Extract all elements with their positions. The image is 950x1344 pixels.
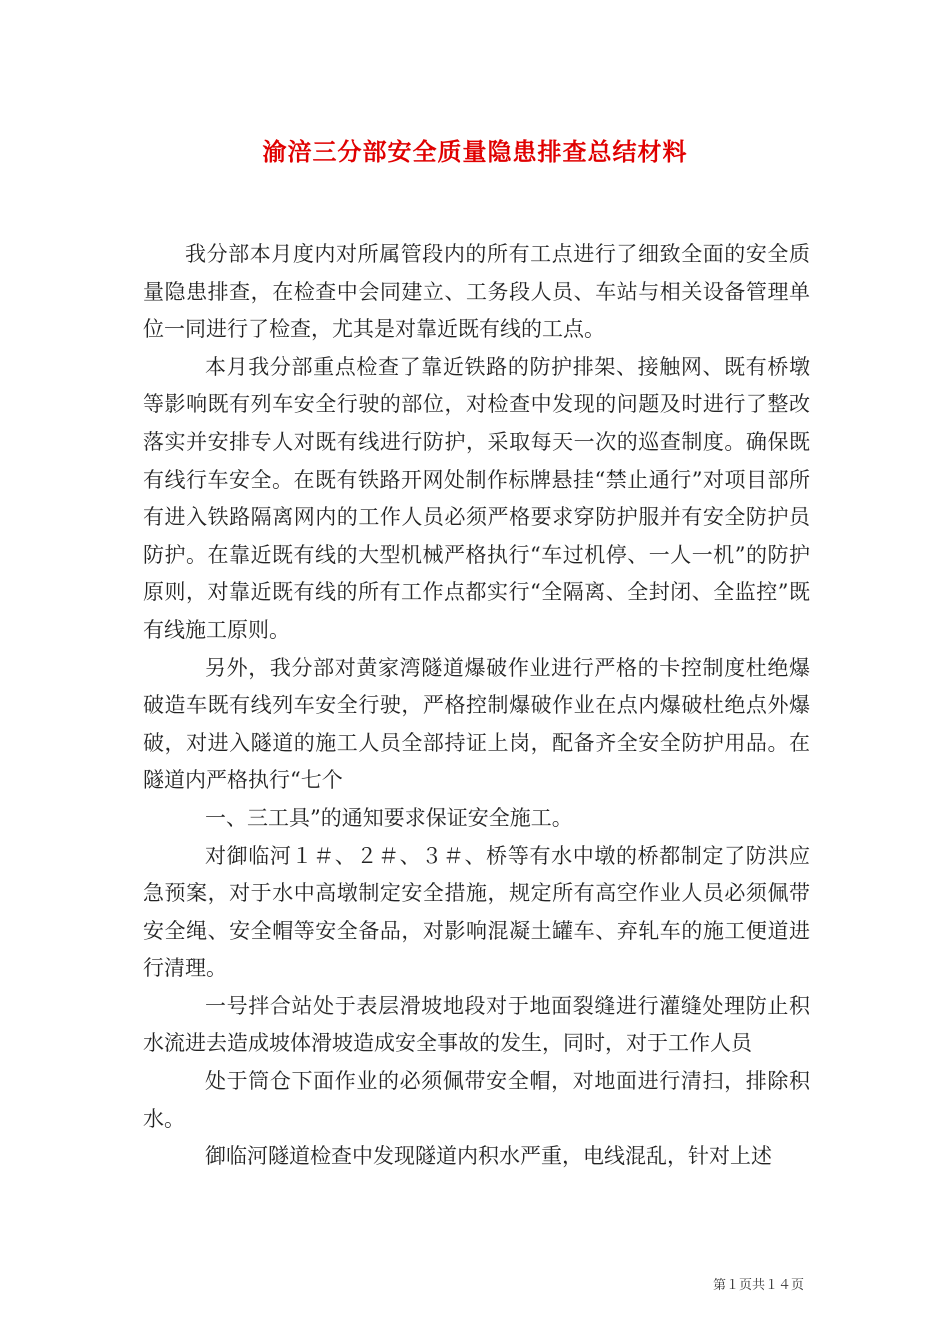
paragraph: 另外，我分部对黄家湾隧道爆破作业进行严格的卡控制度杜绝爆破造车既有线列车安全行驶，严格控制爆破作业在点内爆破杜绝点外爆破，对进入隧道的施工人员全部持证上岗，配备齐全安全防护用品。在隧道内严格执行“七个	[143, 655, 810, 793]
paragraph: 御临河隧道检查中发现隧道内积水严重，电线混乱，针对上述	[205, 1144, 772, 1169]
paragraph: 一、三工具”的通知要求保证安全施工。	[205, 805, 573, 830]
paragraph: 一号拌合站处于表层滑坡地段对于地面裂缝进行灌缝处理防止积水流进去造成坡体滑坡造成安全事故的发生，同时，对于工作人员	[143, 993, 810, 1056]
paragraph: 对御临河１＃、２＃、３＃、桥等有水中墩的桥都制定了防洪应急预案，对于水中高墩制定安全措施，规定所有高空作业人员必须佩带安全绳、安全帽等安全备品，对影响混凝土罐车、弃轧车的施工便道进行清理。	[143, 843, 810, 981]
paragraph: 本月我分部重点检查了靠近铁路的防护排架、接触网、既有桥墩等影响既有列车安全行驶的部位，对检查中发现的问题及时进行了整改落实并安排专人对既有线进行防护，采取每天一次的巡查制度。确保既有线行车安全。在既有铁路开网处制作标牌悬挂“禁止通行”对项目部所有进入铁路隔离网内的工作人员必须严格要求穿防护服并有安全防护员防护。在靠近既有线的大型机械严格执行“车过机停、一人一机”的防护原则，对靠近既有线的所有工作点都实行“全隔离、全封闭、全监控”既有线施工原则。	[143, 354, 810, 642]
document-body	[143, 236, 810, 1176]
page-number-footer: 第１页共１４页	[712, 1278, 804, 1293]
document-title: 渝涪三分部安全质量隐患排查总结材料	[262, 137, 688, 166]
paragraph: 我分部本月度内对所属管段内的所有工点进行了细致全面的安全质量隐患排查，在检查中会同建立、工务段人员、车站与相关设备管理单位一同进行了检查，尤其是对靠近既有线的工点。	[143, 242, 810, 342]
paragraph: 处于筒仓下面作业的必须佩带安全帽，对地面进行清扫，排除积水。	[143, 1069, 810, 1131]
